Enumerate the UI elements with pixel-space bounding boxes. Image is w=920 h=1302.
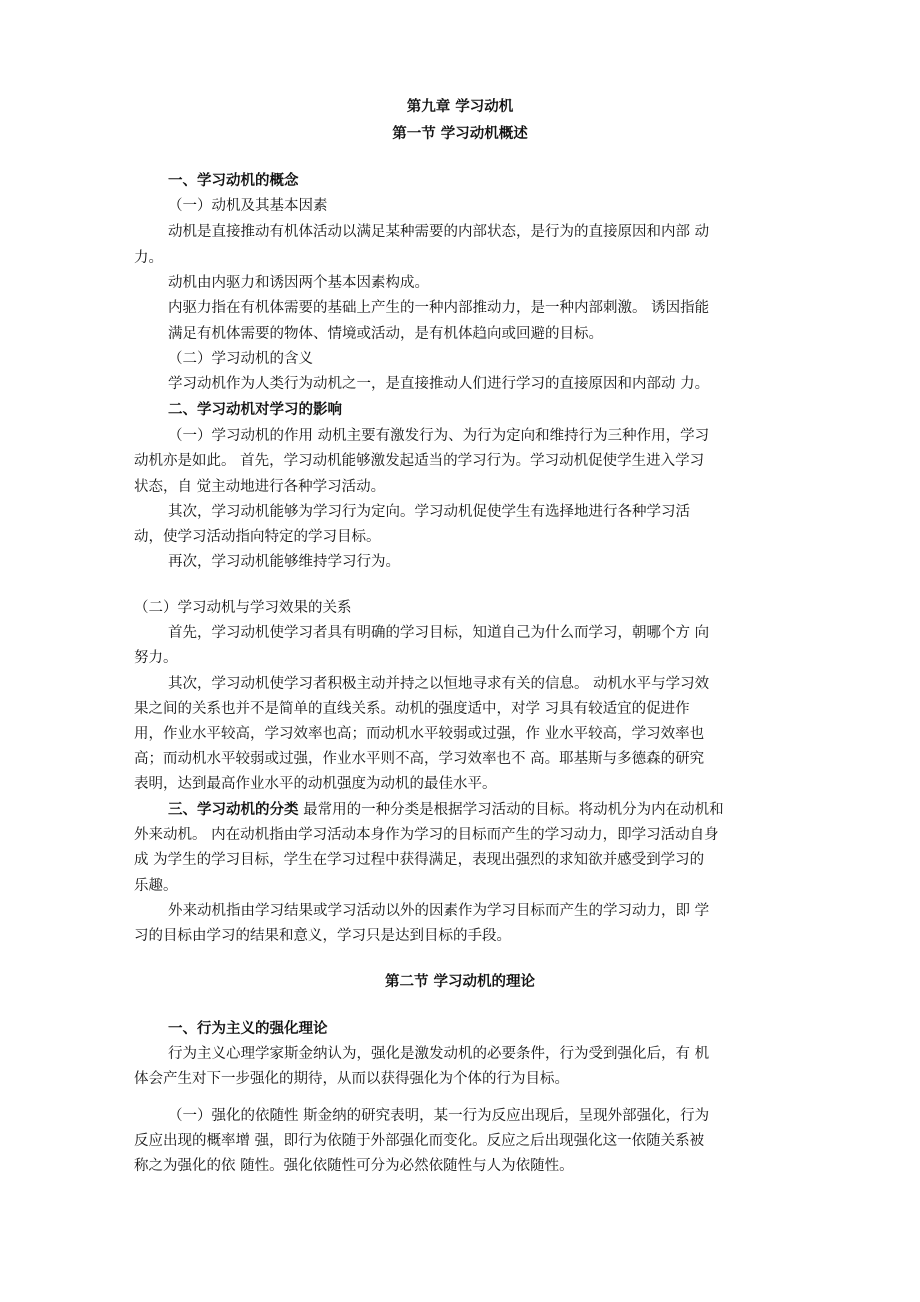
paragraph-line: 称之为强化的依 随性。强化依随性可分为必然依随性与人为依随性。 (134, 1158, 574, 1174)
paragraph-line: 体会产生对下一步强化的期待，从而以获得强化为个体的行为目标。 (134, 1071, 569, 1087)
paragraph-line: 表明，达到最高作业水平的动机强度为动机的最佳水平。 (134, 776, 497, 792)
chapter-title: 第九章 学习动机 (406, 98, 514, 115)
paragraph-line: 行为主义心理学家斯金纳认为，强化是激发动机的必要条件，行为受到强化后，有 机 (168, 1046, 710, 1062)
paragraph-line: （一）学习动机的作用 动机主要有激发行为、为行为定向和维持行为三种作用，学习 (168, 428, 710, 444)
heading-concept: 一、学习动机的概念 (168, 172, 299, 189)
subheading-effect-relation: （二）学习动机与学习效果的关系 (134, 600, 352, 616)
heading-reinforcement: 一、行为主义的强化理论 (168, 1020, 328, 1037)
section-title: 第二节 学习动机的理论 (384, 973, 536, 990)
paragraph-line: 外来动机。 内在动机指由学习活动本身作为学习的目标而产生的学习动力，即学习活动自身 (134, 827, 719, 843)
paragraph-text: 最常用的一种分类是根据学习活动的目标。将动机分为内在动机和 (303, 802, 724, 818)
paragraph-line: 成 为学生的学习目标，学生在学习过程中获得满足，表现出强烈的求知欲并感受到学习的 (134, 852, 705, 868)
paragraph-line: 力。 (134, 250, 163, 266)
paragraph-line: 其次，学习动机能够为学习行为定向。学习动机促使学生有选择地进行各种学习活 (168, 504, 690, 520)
subheading-meaning: （二）学习动机的含义 (168, 351, 313, 367)
paragraph-line: 乐趣。 (134, 878, 178, 894)
paragraph-line: 状态，自 觉主动地进行各种学习活动。 (134, 479, 386, 495)
paragraph-line: 用，作业水平较高，学习效率也高；而动机水平较弱或过强，作 业水平较高，学习效率也 (134, 726, 705, 742)
paragraph-line: 动，使学习活动指向特定的学习目标。 (134, 529, 381, 545)
paragraph-line: 满足有机体需要的物体、情境或活动，是有机体趋向或回避的目标。 (168, 326, 603, 342)
paragraph-line: 再次，学习动机能够维持学习行为。 (168, 554, 400, 570)
paragraph-line: 学习动机作为人类行为动机之一，是直接推动人们进行学习的直接原因和内部动 力。 (168, 376, 710, 392)
paragraph-line: 内驱力指在有机体需要的基础上产生的一种内部推动力，是一种内部刺激。 诱因指能 (168, 300, 710, 316)
paragraph-line: 其次，学习动机使学习者积极主动并持之以恒地寻求有关的信息。 动机水平与学习效 (168, 676, 710, 692)
paragraph-classification (168, 800, 724, 820)
paragraph-line: 习的目标由学习的结果和意义，学习只是达到目标的手段。 (134, 928, 511, 944)
paragraph-line: 努力。 (134, 650, 178, 666)
paragraph-line: （一）强化的依随性 斯金纳的研究表明，某一行为反应出现后，呈现外部强化，行为 (168, 1108, 710, 1124)
heading-classification: 三、学习动机的分类 (168, 801, 299, 818)
section-title: 第一节 学习动机概述 (392, 125, 528, 142)
paragraph-line: 动机是直接推动有机体活动以满足某种需要的内部状态，是行为的直接原因和内部 动 (168, 224, 710, 240)
heading-influence: 二、学习动机对学习的影响 (168, 401, 342, 418)
paragraph-line: 高；而动机水平较弱或过强，作业水平则不高，学习效率也不 高。耶基斯与多德森的研究 (134, 751, 705, 767)
paragraph-line: 动机由内驱力和诱因两个基本因素构成。 (168, 275, 429, 291)
paragraph-line: 反应出现的概率增 强，即行为依随于外部强化而变化。反应之后出现强化这一依随关系被 (134, 1133, 705, 1149)
paragraph-line: 果之间的关系也并不是简单的直线关系。动机的强度适中，对学 习具有较适宜的促进作 (134, 701, 690, 717)
paragraph-line: 首先，学习动机使学习者具有明确的学习目标，知道自己为什么而学习，朝哪个方 向 (168, 625, 710, 641)
subheading-motive-factors: （一）动机及其基本因素 (168, 198, 328, 214)
paragraph-line: 动机亦是如此。 首先，学习动机能够激发起适当的学习行为。学习动机促使学生进入学习 (134, 453, 705, 469)
paragraph-line: 外来动机指由学习结果或学习活动以外的因素作为学习目标而产生的学习动力，即 学 (168, 903, 710, 919)
